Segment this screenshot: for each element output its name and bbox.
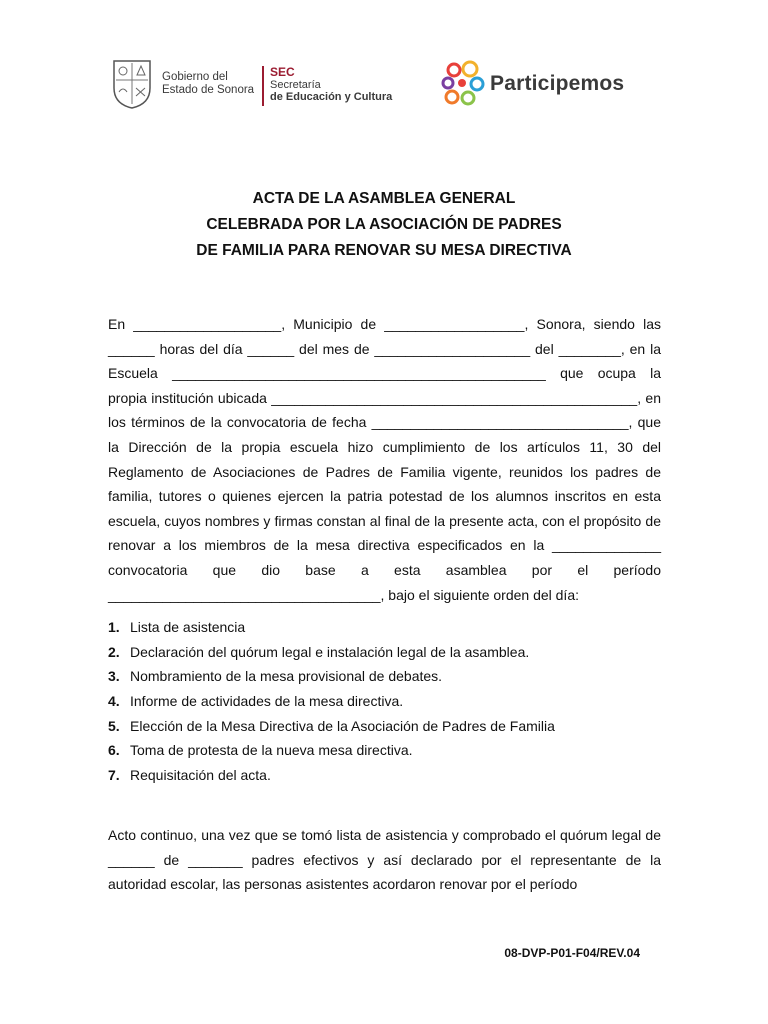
participemos-flower-icon (440, 60, 486, 108)
sec-logo (262, 66, 392, 106)
agenda-item (108, 664, 661, 689)
agenda-number: 3. (108, 668, 120, 685)
participemos-logo (440, 60, 624, 108)
agenda-item (108, 615, 661, 640)
title-line-1: ACTA DE LA ASAMBLEA GENERAL (252, 190, 516, 207)
agenda-item (108, 714, 661, 739)
agenda-text: Lista de asistencia (130, 619, 246, 636)
sec-line-2: de Educación y Cultura (270, 91, 393, 103)
document-title (100, 186, 668, 264)
agenda-text: Declaración del quórum legal e instalación legal de la asamblea. (130, 643, 530, 660)
agenda-text: Informe de actividades de la mesa directiva. (130, 692, 404, 709)
form-code: 08-DVP-P01-F04/REV.04 (504, 946, 640, 960)
agenda-item (108, 763, 661, 788)
agenda-number: 6. (108, 742, 120, 759)
opening-paragraph: En ___________________, Municipio de __________________, Sonora, siendo las ______ horas del día ______ del mes de ____________________ del ________, en la Escuela ________________________________________________ que ocupa la propia institución ubicada _______________________________________________, en los términos de la convocatoria de fecha _________________________________, que la Dirección de la propia escuela hizo cumplimiento de los artículos 11, 30 del Reglamento de Asociaciones de Padres de Familia vigente, reunidos los padres de familia, tutores o quienes ejercen la patria potestad de los alumnos inscritos en esta escuela, cuyos nombres y firmas constan al final de la presente acta, con el propósito de renovar a los miembros de la mesa directiva especificados en la ______________ convocatoria que dio base a esta asamblea por el período ___________________________________, bajo el siguiente orden del día: (108, 316, 661, 603)
title-line-2: CELEBRADA POR LA ASOCIACIÓN DE PADRES (206, 216, 562, 233)
agenda-number: 1. (108, 619, 120, 636)
sec-text (270, 66, 392, 104)
agenda-number: 2. (108, 643, 120, 660)
agenda-number: 7. (108, 766, 120, 783)
agenda-item (108, 738, 661, 763)
agenda-text: Nombramiento de la mesa provisional de debates. (130, 668, 443, 685)
agenda-text: Toma de protesta de la nueva mesa directiva. (130, 742, 413, 759)
gobierno-text (162, 71, 254, 97)
sec-divider (262, 66, 264, 106)
agenda-text: Requisitación del acta. (130, 766, 271, 783)
state-seal-icon (110, 58, 154, 110)
agenda-item (108, 640, 661, 665)
agenda-number: 5. (108, 717, 120, 734)
participemos-text: Participemos (490, 72, 625, 95)
title-line-3: DE FAMILIA PARA RENOVAR SU MESA DIRECTIVA (196, 242, 572, 259)
gobierno-sonora-logo (110, 58, 254, 110)
sec-abbr: SEC (270, 65, 295, 79)
agenda-item (108, 689, 661, 714)
sec-line-1: Secretaría (270, 78, 321, 91)
agenda-text: Elección de la Mesa Directiva de la Asociación de Padres de Familia (130, 717, 555, 734)
document-body (108, 312, 661, 897)
document-header (110, 52, 670, 122)
gobierno-line-1: Gobierno del (162, 71, 228, 83)
agenda-number: 4. (108, 692, 120, 709)
agenda-list (108, 615, 661, 787)
continuation-paragraph: Acto continuo, una vez que se tomó lista de asistencia y comprobado el quórum legal de ______ de _______ padres efectivos y así declarado por el representante de la autoridad escolar, las personas asistentes acordaron renovar por el período (108, 827, 661, 893)
gobierno-line-2: Estado de Sonora (162, 84, 255, 96)
